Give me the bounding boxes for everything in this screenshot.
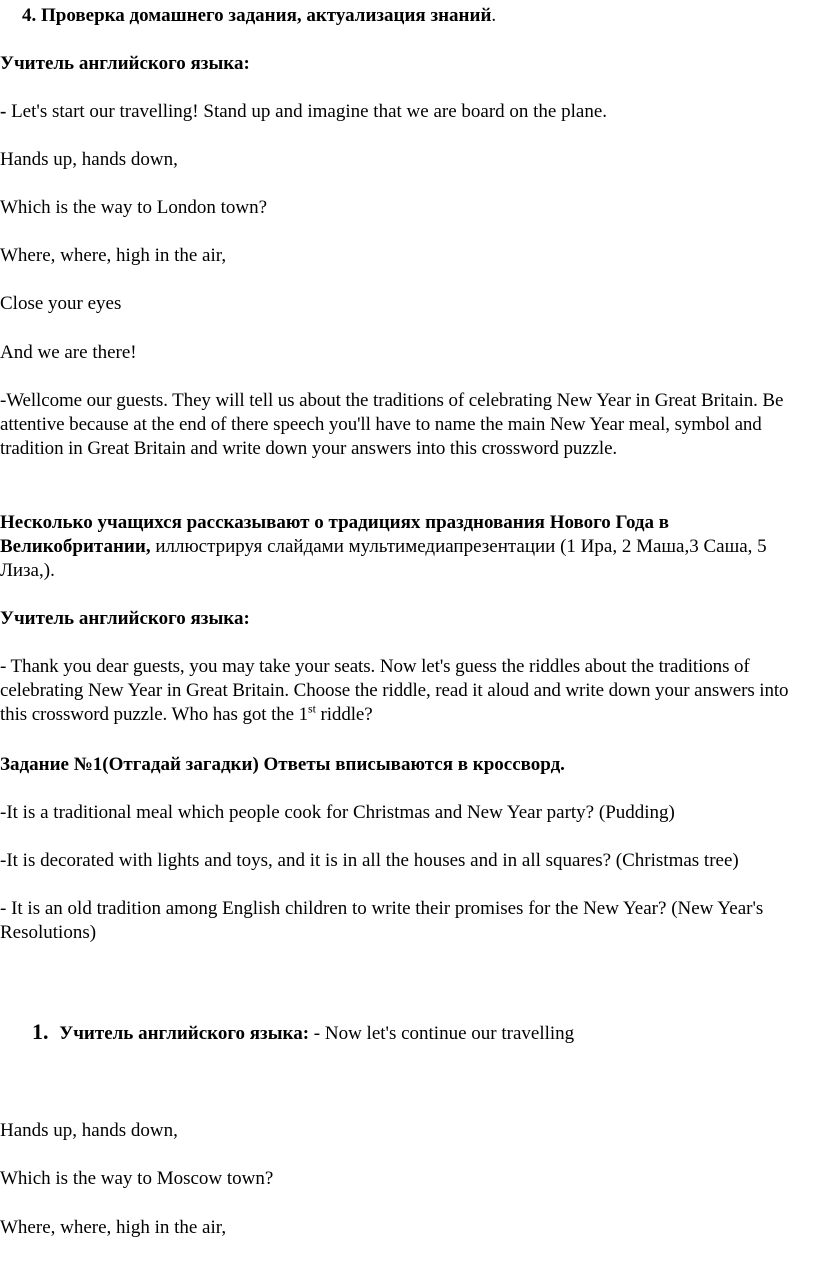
heading-punct: . (491, 5, 497, 26)
poem-line: Hands up, hands down, (0, 149, 178, 170)
poem-line: Where, where, high in the air, (0, 1217, 227, 1238)
poem-line: And we are there! (0, 342, 137, 363)
poem-line: Hands up, hands down, (0, 1120, 178, 1141)
students-bold: Несколько учащихся рассказывают о традициях празднования Нового Года в Великобритании, (0, 512, 670, 557)
item-text: - Now let's continue our travelling (309, 1023, 575, 1044)
welcome-paragraph: -Wellcome our guests. They will tell us about the traditions of celebrating New Year in Great Britain. Be attentive because at the end of there speech you'll have to name the main New Year meal, symbol and tradition in Great Britain and write down your answers into this crossword puzzle. (0, 390, 784, 459)
thanks-before: - Thank you dear guests, you may take your seats. Now let's guess the riddles about the traditions of celebrating New Year in Great Britain. Choose the riddle, read it aloud and write down your answers into this crossword puzzle. Who has got the 1 (0, 656, 789, 725)
section-heading (22, 4, 812, 28)
thanks-after: riddle? (315, 704, 373, 725)
students-paragraph (0, 511, 800, 583)
riddle: - It is an old tradition among English children to write their promises for the New Year? (New Year's Resolutions) (0, 898, 764, 943)
poem-line: Which is the way to London town? (0, 197, 268, 218)
riddle: -It is a traditional meal which people cook for Christmas and New Year party? (Pudding) (0, 802, 675, 823)
intro-dash: - (0, 101, 7, 122)
poem-line: Where, where, high in the air, (0, 245, 227, 266)
item-label: Учитель английского языка: (59, 1023, 310, 1044)
thanks-paragraph (0, 655, 816, 727)
numbered-item (32, 1020, 812, 1046)
riddle: -It is decorated with lights and toys, and it is in all the houses and in all squares? (Christmas tree) (0, 850, 739, 871)
thanks-superscript: st (308, 701, 316, 716)
teacher-label: Учитель английского языка: (0, 608, 250, 629)
heading-text: Проверка домашнего задания, актуализация знаний (41, 5, 492, 26)
teacher-label: Учитель английского языка: (0, 53, 250, 74)
heading-number: 4. (22, 5, 37, 26)
students-normal: иллюстрируя слайдами мультимедиапрезентации (1 Ира, 2 Маша,3 Саша, 5 Лиза,). (0, 536, 767, 581)
intro-text: Let's start our travelling! Stand up and imagine that we are board on the plane. (6, 101, 608, 122)
poem-line: Which is the way to Moscow town? (0, 1168, 274, 1189)
intro-line (0, 100, 816, 124)
item-number: 1. (32, 1019, 49, 1044)
task-title: Задание №1(Отгадай загадки) Ответы вписываются в кроссворд. (0, 754, 565, 775)
poem-line: Close your eyes (0, 293, 122, 314)
